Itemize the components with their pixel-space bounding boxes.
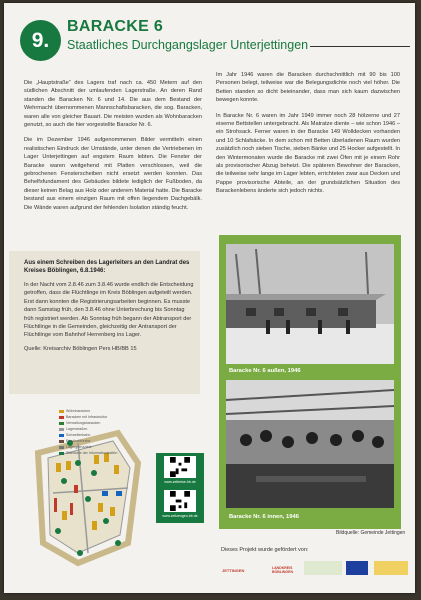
page-subtitle: Staatliches Durchgangslager Unterjettingen [67,38,309,52]
legend-swatch [59,446,64,449]
legend-item: Lagerstraßen [59,426,117,432]
photo-barrack-exterior [226,244,394,364]
quote-box [9,251,200,394]
legend-item: Verwaltungsbaracken [59,420,117,426]
legend-item: Lagergrenzziele [59,444,117,450]
legend-item: Friedhof/Kirche [59,438,117,444]
qr-code-2[interactable] [164,490,196,512]
photo-panel [219,235,401,529]
legend-swatch [59,440,64,443]
page-title: BARACKE 6 [67,18,164,35]
left-text-column [24,79,202,219]
photo-barrack-interior [226,380,394,508]
sponsor-label: Dieses Projekt wurde gefördert von: [221,547,309,553]
logo-eu-fund [304,561,342,575]
legend-swatch [59,410,64,413]
photo-caption-1: Baracke Nr. 6 außen, 1946 [229,368,301,374]
logo-landkreis: LANDKREIS BÖBLINGEN [272,566,293,574]
legend-swatch [59,452,64,455]
paragraph: Im Jahr 1946 waren die Baracken durchschnittlich mit 90 bis 100 Personen belegt, teilweise war die Belegungsdichte noch viel höher. Die Betten standen so dicht beieinander, dass man sich kaum dazwischen bewegen konnte. [216,72,400,104]
paragraph: In Baracke Nr. 6 waren im Jahr 1949 immer noch 28 hölzerne und 27 eiserne Bettstellen untergebracht. Als Matratze diente – wie schon 1946 – ein Strohsack. Ferner waren in der Baracke 149 Wolldecken vorhanden und 10 Schlafsäcke. In dem schon mit Betten überladenen Raum wurden zusätzlich noch sieben Tische, sieben Bänke und 25 Hocker aufgestellt. In den Wintermonaten wurde die Baracke mit zwei Öfen mit je einem Rohr als provisorischer Abzug beheizt. Die späteren Bewohner der Baracken, die teilweise sehr lange im Lager lebten, errichteten zwar aus Decken und Pappe provisorische Abteile, an der grundsätzlichen Situation des Barackenlebens änderte sich jedoch nichts. [216,112,400,195]
quote-text: In der Nacht vom 2.8.46 zum 3.8.46 wurde endlich die Entscheidung getroffen, dass die Flüchtlinge im Kreis Böblingen aufgeteilt werden. Erst dann konnten die Registrierungsarbeiten beginnen. Es musste dann Samstag früh, den 3.8.46 ohne Unterbrechung bis Sonntag früh registriert werden. Ab Sonntag früh begann der Abtransport der Flüchtlinge in die Gemeinden, gleichzeitig der Antransport der Flüchtlinge vom Bahnhof Herrenberg ins Lager. [24,282,194,339]
legend-item: Wohnbaracken [59,408,117,414]
paragraph: Die „Hauptstraße“ des Lagers traf nach ca. 450 Metern auf den südlichen Abschnitt der umlaufenden Lagerstraße. An deren Rand standen die Baracken Nr. 6 und 14. Die aus dem Bestand der Wehrmacht übernommenen Mannschaftsbaracken, die sog. Baracken, waren alle von gleicher Bauart. Die meisten wurden als Wohnbaracken genutzt, so auch die hier vorgestellte Baracke Nr. 6. [24,80,202,129]
legend-swatch [59,416,64,419]
logo-eu-flag [346,561,368,575]
legend-swatch [59,422,64,425]
logo-jettingen: JETTINGEN [222,568,245,573]
photo-caption-2: Baracke Nr. 6 innen, 1946 [229,514,299,520]
qr-icon [170,491,190,511]
qr-label-2: www.zeitzeugen-bb.de [162,514,198,518]
quote-source: Quelle: Kreisarchiv Böblingen Pers HB/BB 15 [24,345,137,352]
logo-leader [374,561,408,575]
quote-heading: Aus einem Schreiben des Lagerleiters an den Landrat des Kreises Böblingen, 6.8.1946: [24,260,190,274]
sponsor-logos [220,558,412,582]
paragraph: Die im Dezember 1946 aufgenommenen Bilder vermitteln einen realistischen Eindruck der Umstände, unter denen die Vertriebenen im Lager Unterjettingen auf engstem Raum lebten. Die Fenster der Baracke waren weitgehend mit Platten verschlossen, weil die gebrochenen Fensterscheiben nicht ersetzt werden konnten. Das Behelfsfundament des Gebäudes bildete lediglich der Fußboden, da dieser keinen Belag aus Holz oder anderem Material hatte. Die Baracke bestand aus einem einzigen Raum mit offen liegendem Dachgebälk. Die Wände waren aufgrund der fehlenden Isolation ständig feucht. [24,137,202,211]
legend-swatch [59,428,64,431]
station-number-badge: 9. [20,20,61,61]
info-board [4,3,415,593]
qr-code-1[interactable] [164,456,196,478]
legend-item: Baracken mit Infrastruktur [59,414,117,420]
map-legend [59,408,117,456]
qr-column [156,453,204,523]
right-text-column [216,71,400,203]
qr-label-1: www.zeitreise-bb.de [164,480,196,484]
photo-credit: Bildquelle: Gemeinde Jettingen [336,530,406,536]
legend-item: Schwellenbahn [59,432,117,438]
qr-icon [170,457,190,477]
legend-item: Standorte der Informationstafeln [59,450,117,456]
title-rule [310,46,410,47]
legend-swatch [59,434,64,437]
